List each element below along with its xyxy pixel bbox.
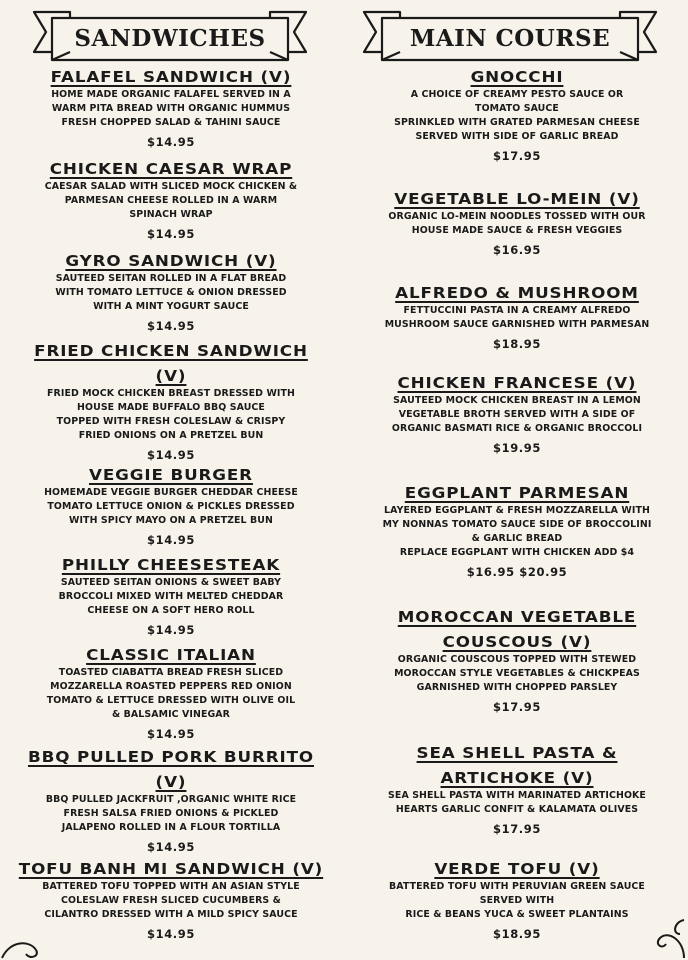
item-description: SAUTEED SEITAN ROLLED IN A FLAT BREAD WITH TOMATO LETTUCE & ONION DRESSED WITH A MINT YOGURT SAUCE (55, 273, 287, 312)
menu-item (0, 68, 342, 151)
item-price: $17.95 (493, 149, 541, 163)
item-price: $14.95 (147, 927, 195, 941)
menu-item (346, 484, 688, 581)
item-name: VEGGIE BURGER (89, 466, 253, 484)
main-course-column (346, 0, 688, 960)
item-name: VEGETABLE LO-MEIN (V) (394, 190, 640, 208)
item-price: $14.95 (147, 135, 195, 149)
item-price: $14.95 (147, 727, 195, 741)
menu-item (0, 252, 342, 335)
menu-item (346, 860, 688, 943)
item-description: BATTERED TOFU TOPPED WITH AN ASIAN STYLE COLESLAW FRESH SLICED CUCUMBERS & CILANTRO DRESSED WITH A MILD SPICY SAUCE (42, 881, 300, 920)
menu-item (0, 646, 342, 743)
menu-item (0, 466, 342, 549)
menu-item (346, 284, 688, 353)
sandwiches-title: SANDWICHES (74, 25, 266, 52)
item-description: CAESAR SALAD WITH SLICED MOCK CHICKEN & PARMESAN CHEESE ROLLED IN A WARM SPINACH WRAP (44, 181, 298, 220)
menu-item (0, 342, 342, 464)
item-description: SAUTEED MOCK CHICKEN BREAST IN A LEMON VEGETABLE BROTH SERVED WITH A SIDE OF ORGANIC BASMATI RICE & ORGANIC BROCCOLI (391, 395, 643, 434)
main-course-banner (360, 4, 660, 66)
item-description: HOMEMADE VEGGIE BURGER CHEDDAR CHEESE TOMATO LETTUCE ONION & PICKLES DRESSED WITH SPICY MAYO ON A PRETZEL BUN (44, 487, 298, 526)
item-price: $16.95 (493, 243, 541, 257)
item-name: TOFU BANH MI SANDWICH (V) (18, 860, 324, 878)
item-name: COUSCOUS (V) (442, 633, 592, 651)
sandwiches-banner (30, 4, 310, 66)
item-name: EGGPLANT PARMESAN (404, 484, 630, 502)
menu-item (0, 160, 342, 243)
item-name: FALAFEL SANDWICH (V) (50, 68, 292, 86)
menu-item (346, 68, 688, 165)
menu-item (346, 744, 688, 838)
item-description: BATTERED TOFU WITH PERUVIAN GREEN SAUCE SERVED WITH RICE & BEANS YUCA & SWEET PLANTAINS (389, 881, 645, 920)
corner-flourish-icon (0, 930, 60, 960)
item-name: GYRO SANDWICH (V) (65, 252, 277, 270)
menu-item (346, 608, 688, 716)
menu-item (0, 556, 342, 639)
item-name: VERDE TOFU (V) (434, 860, 600, 878)
item-description: SAUTEED SEITAN ONIONS & SWEET BABY BROCCOLI MIXED WITH MELTED CHEDDAR CHEESE ON A SOFT HERO ROLL (58, 577, 284, 616)
item-price: $18.95 (493, 927, 541, 941)
item-name: (V) (155, 773, 187, 791)
item-description: A CHOICE OF CREAMY PESTO SAUCE OR TOMATO SAUCE SPRINKLED WITH GRATED PARMESAN CHEESE SERVED WITH SIDE OF GARLIC BREAD (394, 89, 640, 142)
item-price: $14.95 (147, 533, 195, 547)
main-course-title: MAIN COURSE (409, 25, 611, 52)
menu-item (0, 748, 342, 856)
menu-item (346, 374, 688, 457)
item-name: CLASSIC ITALIAN (86, 646, 256, 664)
item-price: $14.95 (147, 319, 195, 333)
item-price: $17.95 (493, 700, 541, 714)
item-price: $14.95 (147, 448, 195, 462)
item-description: FRIED MOCK CHICKEN BREAST DRESSED WITH HOUSE MADE BUFFALO BBQ SAUCE TOPPED WITH FRESH COLESLAW & CRISPY FRIED ONIONS ON A PRETZEL BUN (46, 388, 296, 441)
item-name: GNOCCHI (470, 68, 564, 86)
sandwiches-column (0, 0, 342, 960)
menu-item (346, 190, 688, 259)
item-name: PHILLY CHEESESTEAK (61, 556, 281, 574)
item-name: (V) (155, 367, 187, 385)
item-name: MOROCCAN VEGETABLE (397, 608, 637, 626)
item-price: $14.95 (147, 623, 195, 637)
item-name: FRIED CHICKEN SANDWICH (34, 342, 308, 360)
item-description: FETTUCCINI PASTA IN A CREAMY ALFREDO MUSHROOM SAUCE GARNISHED WITH PARMESAN (384, 305, 650, 330)
item-name: ARTICHOKE (V) (440, 769, 594, 787)
item-name: CHICKEN CAESAR WRAP (49, 160, 293, 178)
item-name: ALFREDO & MUSHROOM (395, 284, 639, 302)
item-price: $18.95 (493, 337, 541, 351)
item-name: SEA SHELL PASTA & (416, 744, 618, 762)
item-description: TOASTED CIABATTA BREAD FRESH SLICED MOZZARELLA ROASTED PEPPERS RED ONION TOMATO & LETTUCE DRESSED WITH OLIVE OIL & BALSAMIC VINEGAR (46, 667, 296, 720)
item-description: ORGANIC COUSCOUS TOPPED WITH STEWED MOROCCAN STYLE VEGETABLES & CHICKPEAS GARNISHED WITH CHOPPED PARSLEY (394, 654, 640, 693)
item-name: CHICKEN FRANCESE (V) (397, 374, 637, 392)
item-description: ORGANIC LO-MEIN NOODLES TOSSED WITH OUR HOUSE MADE SAUCE & FRESH VEGGIES (388, 211, 646, 236)
item-price: $14.95 (147, 227, 195, 241)
item-price: $16.95 $20.95 (466, 565, 568, 579)
item-price: $17.95 (493, 822, 541, 836)
item-description: LAYERED EGGPLANT & FRESH MOZZARELLA WITH MY NONNAS TOMATO SAUCE SIDE OF BROCCOLINI & GARLIC BREAD REPLACE EGGPLANT WITH CHICKEN ADD $4 (382, 505, 652, 558)
item-description: SEA SHELL PASTA WITH MARINATED ARTICHOKE HEARTS GARLIC CONFIT & KALAMATA OLIVES (388, 790, 646, 815)
item-name: BBQ PULLED PORK BURRITO (27, 748, 314, 766)
item-description: HOME MADE ORGANIC FALAFEL SERVED IN A WARM PITA BREAD WITH ORGANIC HUMMUS FRESH CHOPPED SALAD & TAHINI SAUCE (51, 89, 291, 128)
item-price: $14.95 (147, 840, 195, 854)
item-description: BBQ PULLED JACKFRUIT ,ORGANIC WHITE RICE FRESH SALSA FRIED ONIONS & PICKLED JALAPENO ROLLED IN A FLOUR TORTILLA (45, 794, 297, 833)
item-price: $19.95 (493, 441, 541, 455)
corner-flourish-icon (640, 900, 688, 960)
